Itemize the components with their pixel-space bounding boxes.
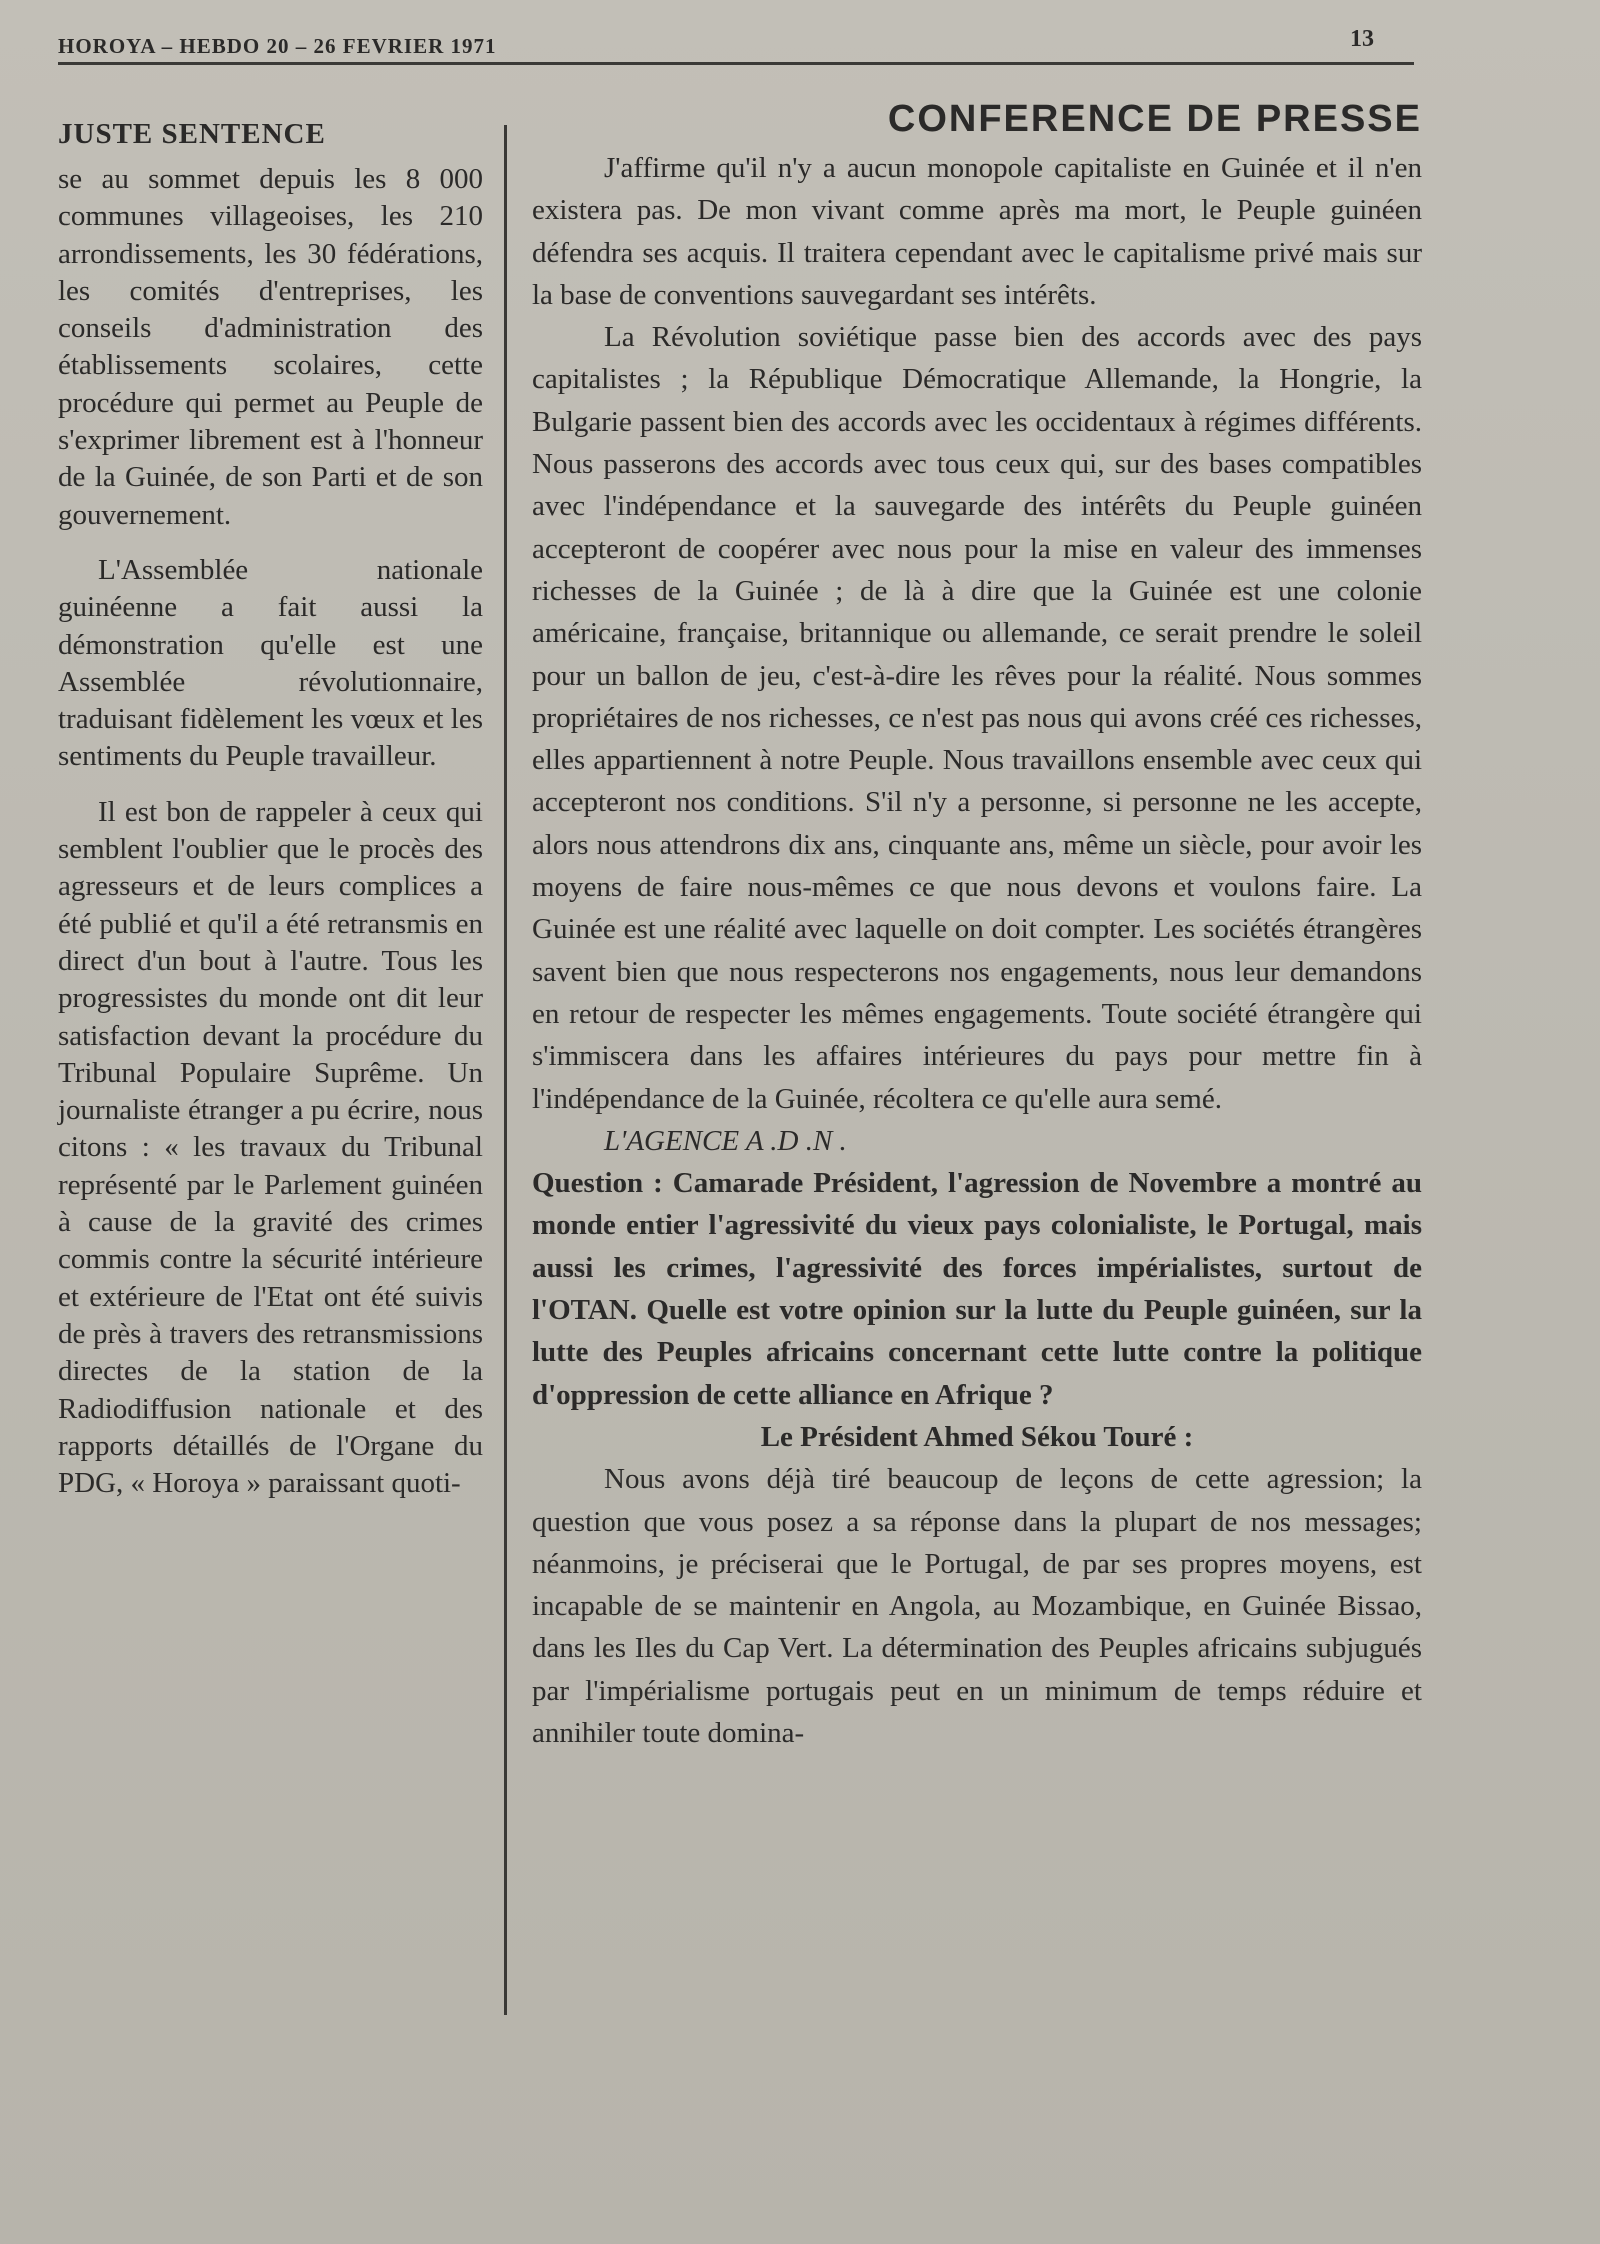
running-title: HOROYA – HEBDO 20 – 26 FEVRIER 1971 bbox=[58, 34, 497, 58]
right-column bbox=[532, 98, 1422, 1754]
left-column bbox=[58, 118, 483, 1520]
left-paragraph-3: Il est bon de rappeler à ceux qui semblent l'oublier que le procès des agresseurs et de leurs complices a été publié et qu'il a été retransmis en direct d'un bout à l'autre. Tous les progressistes du monde ont dit leur satisfaction devant la procédure du Tribunal Populaire Suprême. Un journaliste étranger a pu écrire, nous citons : « les travaux du Tribunal représenté par le Parlement guinéen à cause de la gravité des crimes commis contre la sécurité intérieure et extérieure de l'Etat ont été suivis de près à travers des retransmissions directes de la station de la Radiodiffusion nationale et des rapports détaillés de l'Organe du PDG, « Horoya » paraissant quoti- bbox=[58, 795, 483, 1500]
press-question: Question : Camarade Président, l'agression de Novembre a montré au monde entier l'agressivité du vieux pays colonialiste, le Portugal, mais aussi les crimes, l'agressivité des forces impérialistes, surtout de l'OTAN. Quelle est votre opinion sur la lutte du Peuple guinéen, sur la lutte des Peuples africains concernant cette lutte contre la politique d'oppression de cette alliance en Afrique ? bbox=[532, 1167, 1422, 1411]
agency-signoff: L'AGENCE A .D .N . bbox=[604, 1124, 847, 1157]
right-paragraph-2: La Révolution soviétique passe bien des accords avec des pays capitalistes ; la République Démocratique Allemande, la Hongrie, la Bulgarie passent bien des accords avec les occidentaux à régimes différents. Nous passerons des accords avec tous ceux qui, sur des bases compatibles avec l'indépendance et la sauvegarde des intérêts du Peuple guinéen accepteront de coopérer avec nous pour la mise en valeur des immenses richesses de la Guinée ; de là à dire que la Guinée est une colonie américaine, française, britannique ou allemande, ce serait prendre le soleil pour un ballon de jeu, c'est-à-dire les rêves pour la réalité. Nous sommes propriétaires de nos richesses, ce n'est pas nous qui avons créé ces richesses, elles appartiennent à notre Peuple. Nous travaillons ensemble avec ceux qui accepteront nos conditions. S'il n'y a personne, si personne ne les accepte, alors nous attendrons dix ans, cinquante ans, même un siècle, pour avoir les moyens de faire nous-mêmes ce que nous devons et voulons faire. La Guinée est une réalité avec laquelle on doit compter. Les sociétés étrangères savent bien que nous respecterons nos engagements, nous leur demandons en retour de respecter les mêmes engagements. Toute société étrangère qui s'immiscera dans les affaires intérieures du pays pour mettre fin à l'indépendance de la Guinée, récoltera ce qu'elle aura semé. bbox=[532, 321, 1422, 1115]
right-column-heading: CONFERENCE DE PRESSE bbox=[887, 98, 1422, 140]
left-paragraph-2: L'Assemblée nationale guinéenne a fait aussi la démonstration qu'elle est une Assemblée révolutionnaire, traduisant fidèlement les vœux et les sentiments du Peuple travailleur. bbox=[58, 553, 483, 773]
column-divider bbox=[504, 125, 507, 2015]
right-paragraph-1: J'affirme qu'il n'y a aucun monopole capitaliste en Guinée et il n'en existera pas. De mon vivant comme après ma mort, le Peuple guinéen défendra ses acquis. Il traitera cependant avec le capitalisme privé mais sur la base de conventions sauvegardant ses intérêts. bbox=[532, 152, 1422, 311]
running-header bbox=[58, 26, 1414, 65]
left-column-heading: JUSTE SENTENCE bbox=[58, 118, 326, 150]
president-answer: Nous avons déjà tiré beaucoup de leçons de cette agression; la question que vous posez a sa réponse dans la plupart de nos messages; néanmoins, je préciserai que le Portugal, de par ses propres moyens, est incapable de se maintenir en Angola, au Mozambique, en Guinée Bissao, dans les Iles du Cap Vert. La détermination des Peuples africains subjugués par l'impérialisme portugais peut en un minimum de temps réduire et annihiler toute domina- bbox=[532, 1463, 1422, 1749]
page-number: 13 bbox=[1350, 26, 1374, 52]
left-paragraph-1: se au sommet depuis les 8 000 communes villageoises, les 210 arrondissements, les 30 fédérations, les comités d'entreprises, les conseils d'administration des établissements scolaires, cette procédure qui permet au Peuple de s'exprimer librement est à l'honneur de la Guinée, de son Parti et de son gouvernement. bbox=[58, 163, 483, 531]
speaker-line: Le Président Ahmed Sékou Touré : bbox=[760, 1420, 1194, 1453]
